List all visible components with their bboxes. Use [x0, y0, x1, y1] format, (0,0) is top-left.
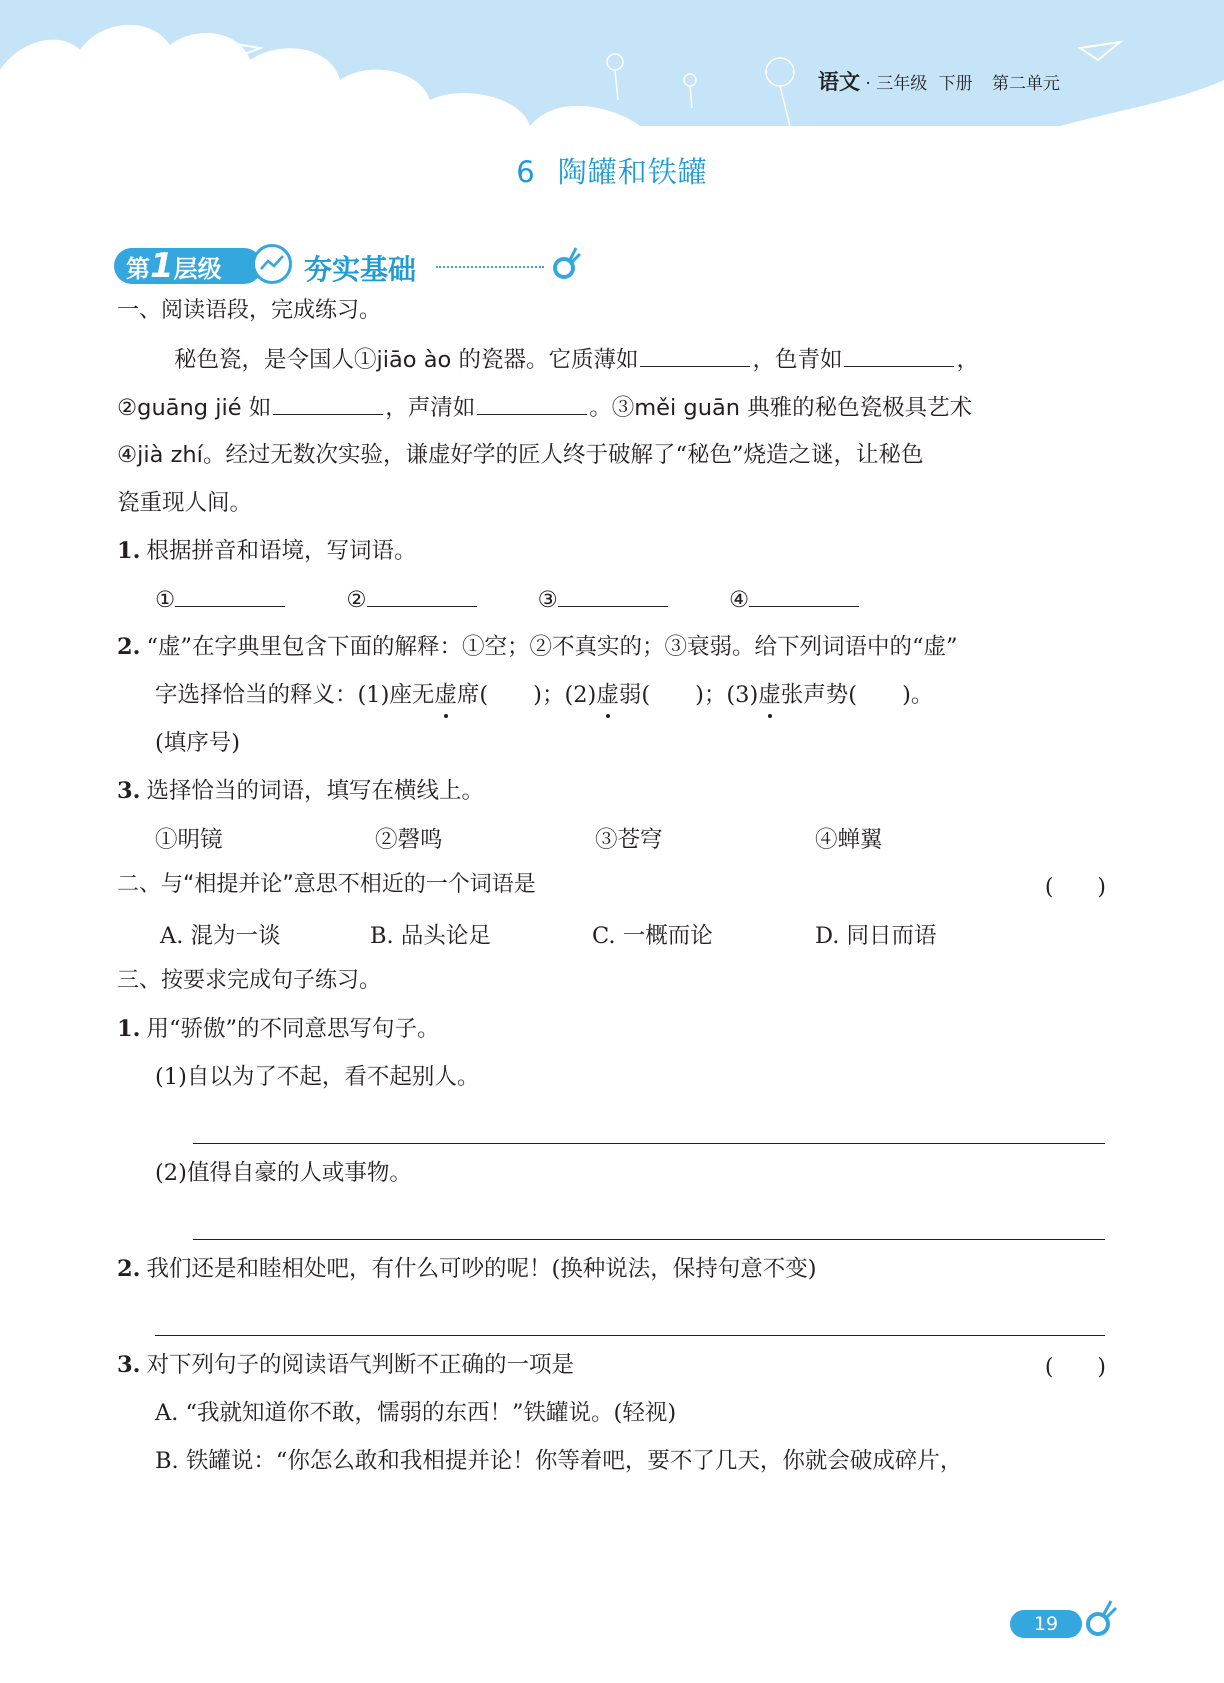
question-number: 1.: [117, 1016, 141, 1042]
answer-blank[interactable]: [273, 392, 383, 415]
level-name: 夯实基础: [304, 253, 417, 286]
section1-title: 一、阅读语段，完成练习。: [117, 298, 382, 323]
level-number: 1: [150, 246, 174, 286]
choice-option-a[interactable]: A. “我就知道你不敢，懦弱的东西！”铁罐说。(轻视): [155, 1400, 677, 1426]
answer-paren[interactable]: ( ): [1044, 875, 1106, 900]
answer-blank[interactable]: [640, 344, 750, 367]
word-option[interactable]: ③苍穹: [595, 827, 663, 853]
lesson-title: [0, 150, 1224, 191]
answer-blank[interactable]: [175, 584, 285, 607]
cloud-banner: [0, 0, 1224, 130]
level-suffix: 层级: [173, 255, 222, 283]
trend-icon: [252, 244, 292, 284]
question-2: 2. “虚”在字典里包含下面的解释：①空；②不真实的；③衰弱。给下列词语中的“虚”: [117, 634, 958, 660]
question-number: 3.: [117, 1352, 141, 1378]
s3-question-3: 3. 对下列句子的阅读语气判断不正确的一项是: [117, 1352, 575, 1378]
s3-question-1: 1. 用“骄傲”的不同意思写句子。: [117, 1016, 440, 1042]
s3-q1-sub2: (2)值得自豪的人或事物。: [155, 1160, 412, 1186]
answer-blank[interactable]: [844, 344, 954, 367]
question-1: 1. 根据拼音和语境，写词语。: [117, 538, 417, 564]
answer-blank[interactable]: [367, 584, 477, 607]
header-subject: 语文: [818, 70, 860, 94]
passage-line-4: 瓷重现人间。: [117, 490, 253, 516]
page-number: 19: [1010, 1610, 1082, 1638]
ok-hand-icon: [1084, 1598, 1120, 1638]
writing-line[interactable]: [155, 1335, 1105, 1336]
q1-answer-row: ① ② ③ ④: [155, 584, 859, 615]
passage-line-2: ②guāng jié 如 ，声清如 。③měi guān 典雅的秘色瓷极具艺术: [117, 392, 972, 423]
answer-blank[interactable]: [558, 584, 668, 607]
question-number: 1.: [117, 538, 141, 564]
ok-hand-icon: [550, 246, 582, 282]
choice-option-d[interactable]: D. 同日而语: [815, 923, 937, 949]
header-volume: 下册: [938, 74, 973, 94]
answer-paren[interactable]: ( ): [1044, 1355, 1106, 1380]
question-2-line-3: (填序号): [155, 730, 241, 756]
question-number: 2.: [117, 1256, 141, 1282]
question-number: 2.: [117, 634, 141, 660]
section2-title: 二、与“相提并论”意思不相近的一个词语是: [117, 872, 536, 897]
passage-line-3: ④jià zhí。经过无数次实验，谦虚好学的匠人终于破解了“秘色”烧造之谜，让秘色: [117, 442, 924, 468]
choice-option-c[interactable]: C. 一概而论: [592, 923, 713, 949]
word-option[interactable]: ④蝉翼: [815, 827, 883, 853]
choice-option-b[interactable]: B. 铁罐说：“你怎么敢和我相提并论！你等着吧，要不了几天，你就会破成碎片，: [155, 1448, 963, 1474]
writing-line[interactable]: [193, 1143, 1105, 1144]
header-meta: [818, 66, 1060, 96]
choice-option-b[interactable]: B. 品头论足: [370, 923, 491, 949]
level-badge: [114, 248, 262, 284]
section3-title: 三、按要求完成句子练习。: [117, 968, 382, 993]
question-3: 3. 选择恰当的词语，填写在横线上。: [117, 778, 485, 804]
s3-q1-sub1: (1)自以为了不起，看不起别人。: [155, 1064, 480, 1090]
word-option[interactable]: ②磬鸣: [375, 827, 443, 853]
lesson-number: 6: [516, 155, 536, 189]
s3-question-2: 2. 我们还是和睦相处吧，有什么可吵的呢！(换种说法，保持句意不变): [117, 1256, 817, 1282]
word-option[interactable]: ①明镜: [155, 827, 223, 853]
header-unit: 第二单元: [992, 74, 1061, 94]
question-number: 3.: [117, 778, 141, 804]
page-header: [0, 0, 1224, 130]
level-banner: [114, 242, 584, 290]
level-prefix: 第: [126, 255, 150, 283]
choice-option-a[interactable]: A. 混为一谈: [160, 923, 281, 949]
lesson-name: 陶罐和铁罐: [557, 155, 708, 189]
question-2-line-2: 字选择恰当的释义：(1)座无虚席( )；(2)虚弱( )；(3)虚张声势( )。: [155, 682, 934, 708]
header-grade: · 三年级: [865, 74, 928, 94]
answer-blank[interactable]: [477, 392, 587, 415]
dotted-divider: [436, 266, 544, 268]
answer-blank[interactable]: [749, 584, 859, 607]
writing-line[interactable]: [193, 1239, 1105, 1240]
passage-line-1: 秘色瓷，是令国人①jiāo ào 的瓷器。它质薄如 ，色青如 ，: [174, 344, 979, 375]
